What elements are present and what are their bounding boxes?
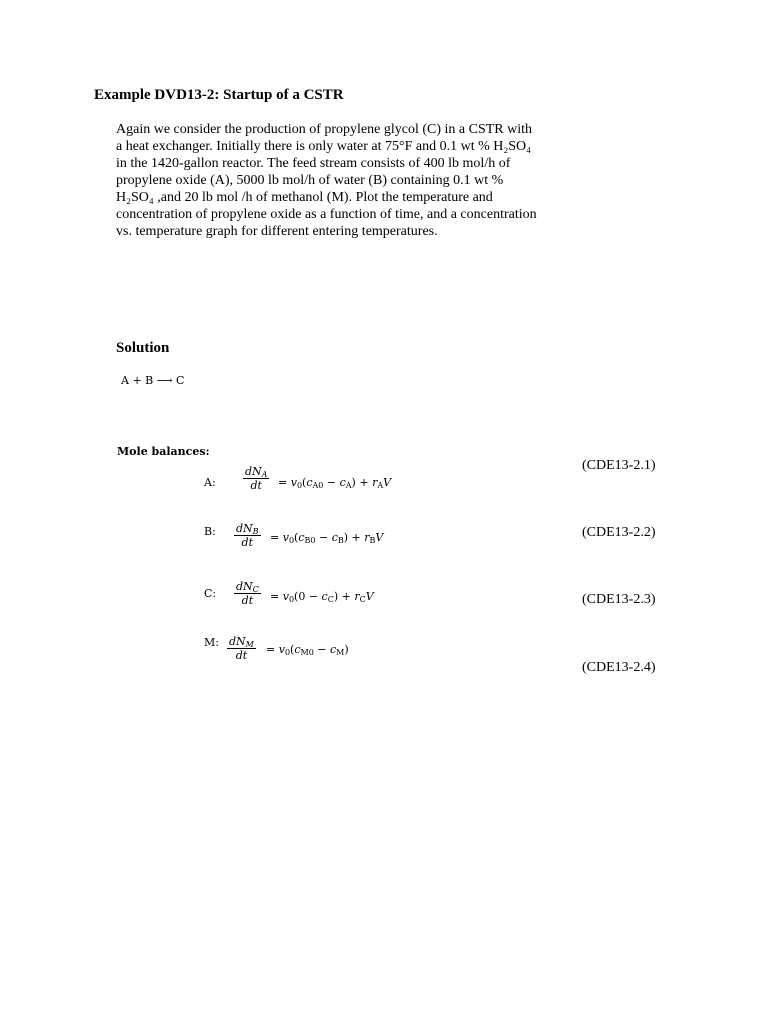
reaction-equation: A + B ⟶ C [121,374,185,387]
fraction [243,465,269,493]
equation-label: A: [204,476,216,489]
denominator: dt [235,649,248,662]
numerator: $dN_C$ [236,580,259,594]
equation-label: M: [204,636,219,649]
intro-line: a heat exchanger. Initially there is only water at 75°F and 0.1 wt % H₂SO₄ [116,139,532,154]
intro-line: vs. temperature graph for different entering temperatures. [116,224,438,239]
denominator: dt [241,536,254,549]
equation-rhs: = $v_0(c_{B0} - c_B) + r_BV$ [270,531,384,545]
equation-rhs: = $v_0(c_{A0} - c_A) + r_AV$ [278,476,392,490]
intro-line: propylene oxide (A), 5000 lb mol/h of water (B) containing 0.1 wt % [116,173,504,188]
numerator: $dN_M$ [229,635,254,649]
equation-number: (CDE13-2.1) [582,458,656,473]
mole-balances-heading: Mole balances: [117,445,210,458]
equation-label: B: [204,525,216,538]
equation-number: (CDE13-2.3) [582,592,656,607]
intro-line: in the 1420-gallon reactor. The feed stream consists of 400 lb mol/h of [116,156,511,171]
numerator: $dN_B$ [236,522,259,536]
equation-number: (CDE13-2.4) [582,660,656,675]
fraction [234,522,261,550]
equation-rhs: = $v_0(0 - c_C) + r_CV$ [270,590,374,604]
equation-label: C: [204,587,217,600]
fraction [234,580,261,608]
solution-heading: Solution [116,340,170,356]
intro-line: Again we consider the production of propylene glycol (C) in a CSTR with [116,122,533,137]
denominator: dt [250,479,262,492]
equation-number: (CDE13-2.2) [582,525,656,540]
intro-line: concentration of propylene oxide as a function of time, and a concentration [116,207,537,222]
problem-statement [116,121,596,240]
intro-line: H₂SO₄ ,and 20 lb mol /h of methanol (M). Plot the temperature and [116,190,493,205]
equation-rhs: = $v_0(c_{M0} - c_M)$ [266,643,349,657]
fraction [227,635,256,663]
example-title: Example DVD13-2: Startup of a CSTR [94,87,344,103]
denominator: dt [241,594,254,607]
numerator: $dN_A$ [245,465,268,479]
